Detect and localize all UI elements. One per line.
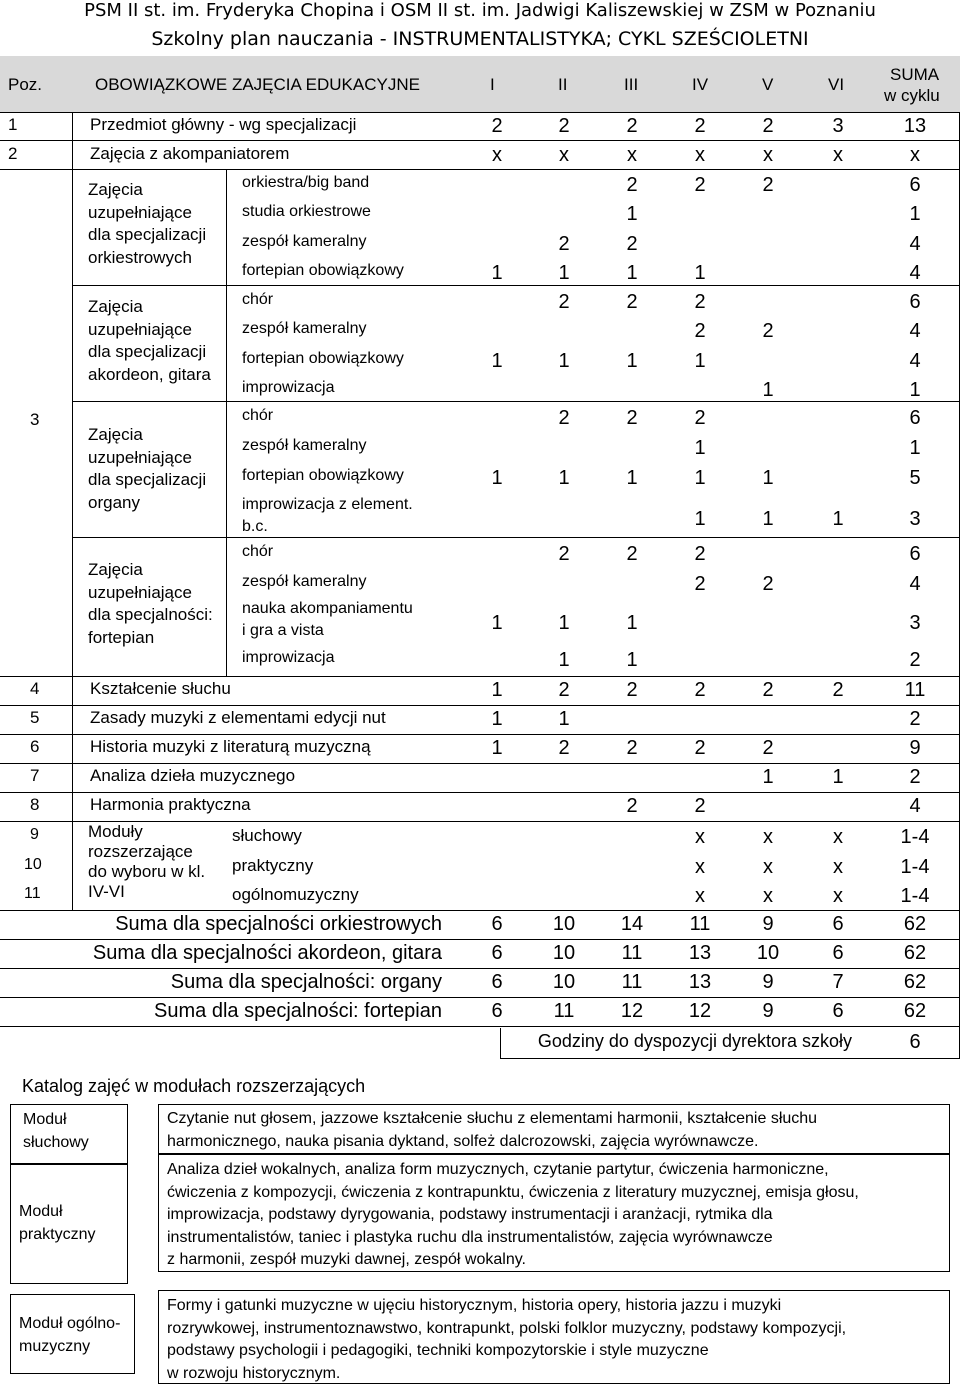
group-1-item-sum: 6 (909, 174, 921, 196)
group-1-item-year-3: 2 (626, 233, 638, 255)
group-1-item-name: orkiestra/big band (242, 174, 370, 191)
group-1-item-year-1: 1 (491, 262, 503, 284)
header-year-4: IV (692, 75, 709, 94)
row-1-year-3: 2 (626, 115, 638, 137)
modules-label-line: rozszerzające (88, 842, 193, 861)
group-3-item-year-3: 2 (626, 407, 638, 429)
document-header-line2: Szkolny plan nauczania - INSTRUMENTALISTYKA; CYKL SZEŚCIOLETNI (151, 28, 809, 50)
table-row-divider (0, 1026, 960, 1027)
catalog-module-praktyczny-box (10, 1164, 128, 1284)
table-row-divider (72, 401, 960, 402)
row-8-name: Harmonia praktyczna (90, 795, 251, 814)
table-row-divider (0, 169, 960, 170)
group-2-item-name: chór (242, 291, 274, 308)
group-1-item-name: studia orkiestrowe (242, 203, 371, 220)
row-6-year-1: 1 (491, 737, 503, 759)
row-1-poz: 1 (8, 115, 18, 134)
group-3-item-year-1: 1 (491, 467, 503, 489)
row-2-year-1: x (492, 144, 502, 166)
row-1-sum: 13 (903, 115, 927, 137)
sum-label: Suma dla specjalności: fortepian (154, 1000, 442, 1022)
sum-label: Suma dla specjalności orkiestrowych (115, 913, 442, 935)
sum-row-4-year-3: 12 (620, 1000, 644, 1022)
group-4-label-line: Zajęcia (88, 560, 143, 579)
group-4-item-name: zespół kameralny (242, 573, 367, 590)
catalog-title: Katalog zajęć w modułach rozszerzających (22, 1076, 366, 1096)
row-2-year-5: x (763, 144, 773, 166)
row-1-year-6: 3 (832, 115, 844, 137)
row-2-poz: 2 (8, 144, 18, 163)
table-row-divider (0, 112, 960, 113)
catalog-desc-line: Czytanie nut głosem, jazzowe kształcenie słuchu z elementami harmonii, kształcenie słuchu (167, 1110, 818, 1127)
row-6-name: Historia muzyki z literaturą muzyczną (90, 737, 371, 756)
group-4-item-name2: i gra a vista (242, 622, 324, 639)
catalog-module-praktyczny-desc (158, 1154, 950, 1272)
row-6-poz: 6 (30, 737, 40, 756)
group-3-item-year-4: 2 (694, 407, 706, 429)
sum-row-1-year-6: 6 (832, 913, 844, 935)
header-poz: Poz. (8, 75, 43, 94)
director-hours-value: 6 (909, 1031, 921, 1053)
group-2-item-sum: 6 (909, 291, 921, 313)
modules-label-line: do wyboru w kl. (88, 862, 206, 881)
sum-row-4-year-4: 12 (688, 1000, 712, 1022)
group-4-item-year-3: 1 (626, 612, 638, 634)
row-6-year-3: 2 (626, 737, 638, 759)
group-3-label-line: uzupełniające (88, 447, 192, 467)
catalog-module-ogolnomuzyczny-box (10, 1294, 135, 1374)
sum-row-2-year-2: 10 (552, 942, 576, 964)
row-4-name: Kształcenie słuchu (90, 679, 231, 698)
sum-row-1-year-4: 11 (689, 913, 711, 935)
row-11-poz: 11 (24, 885, 41, 902)
module-11-year-6: x (833, 885, 843, 907)
group-3-item-year-4: 1 (694, 467, 706, 489)
module-11-year-4: x (695, 885, 705, 907)
group-4-label-line: fortepian (88, 627, 155, 647)
row-2-name: Zajęcia z akompaniatorem (90, 144, 290, 163)
table-row-divider (0, 939, 960, 940)
sum-row-3-year-5: 9 (762, 971, 774, 993)
catalog-module-sluchowy-name-2: słuchowy (23, 1133, 89, 1151)
group-3-label-line: organy (88, 492, 140, 512)
group-4-item-name: improwizacja (242, 649, 335, 666)
table-row-divider (500, 1058, 960, 1059)
sum-row-3-year-2: 10 (552, 971, 576, 993)
sum-row-2-sum: 62 (903, 942, 927, 964)
sum-row-3-year-1: 6 (491, 971, 503, 993)
group-1-item-sum: 4 (909, 262, 921, 284)
table-row-divider (0, 968, 960, 969)
header-year-5: V (762, 75, 774, 94)
catalog-module-sluchowy-box (10, 1104, 128, 1164)
module-item-name: słuchowy (232, 826, 302, 845)
group-2-item-year-3: 2 (626, 291, 638, 313)
sum-row-1-year-2: 10 (552, 913, 576, 935)
group-4-label-line: dla specjalności: (88, 605, 213, 624)
row-4-year-2: 2 (558, 679, 570, 701)
row-1-year-2: 2 (558, 115, 570, 137)
group-3-item-name2: b.c. (242, 518, 268, 535)
group-1-item-sum: 1 (909, 203, 921, 225)
row-7-poz: 7 (30, 766, 40, 785)
group-1-item-sum: 4 (909, 233, 921, 255)
group-1-label-line: Zajęcia (88, 180, 143, 199)
sum-label: Suma dla specjalności: organy (170, 971, 442, 993)
group-3-item-year-6: 1 (832, 508, 844, 530)
group-2-label-line: Zajęcia (88, 297, 143, 316)
table-row-divider (0, 676, 960, 677)
module-10-year-5: x (763, 856, 773, 878)
group-4-item-sum: 6 (909, 543, 921, 565)
group-2-item-year-3: 1 (626, 350, 638, 372)
module-item-name: praktyczny (232, 856, 314, 875)
module-9-year-6: x (833, 826, 843, 848)
row-8-sum: 4 (909, 795, 921, 817)
group-4-item-year-5: 2 (762, 573, 774, 595)
group-1-label-line: uzupełniające (88, 202, 192, 222)
row-4-year-6: 2 (832, 679, 844, 701)
header-title: OBOWIĄZKOWE ZAJĘCIA EDUKACYJNE (95, 75, 420, 94)
row-3-poz: 3 (30, 410, 40, 429)
group-1-item-year-2: 1 (558, 262, 570, 284)
group-3-item-year-4: 1 (694, 437, 706, 459)
sum-row-1-year-5: 9 (762, 913, 774, 935)
group-3-item-year-5: 1 (762, 467, 774, 489)
group-1-item-name: zespół kameralny (242, 233, 367, 250)
group-4-label-line: uzupełniające (88, 582, 192, 602)
group-3-item-sum: 3 (909, 508, 921, 530)
header-year-6: VI (828, 75, 845, 94)
sum-row-4-sum: 62 (903, 1000, 927, 1022)
sum-row-3-year-3: 11 (621, 971, 643, 993)
group-2-item-year-4: 2 (694, 291, 706, 313)
catalog-module-sluchowy-name-1: Moduł (23, 1111, 67, 1128)
catalog-desc-line: Analiza dzieł wokalnych, analiza form muzycznych, czytanie partytur, ćwiczenia harmoniczne, (167, 1161, 829, 1178)
catalog-desc-line: improwizacja, podstawy dyrygowania, podstawy instrumentacji i aranżacji, rytmika dla (167, 1206, 773, 1223)
module-11-year-5: x (763, 885, 773, 907)
table-row-divider (0, 821, 960, 822)
group-3-item-sum: 6 (909, 407, 921, 429)
table-row-divider (72, 285, 960, 286)
group-3-item-sum: 5 (909, 467, 921, 489)
row-7-sum: 2 (909, 766, 921, 788)
row-2-year-3: x (627, 144, 637, 166)
sum-row-1-year-1: 6 (491, 913, 503, 935)
table-row-divider (0, 140, 960, 141)
group-2-item-year-2: 1 (558, 350, 570, 372)
table-row-divider (0, 734, 960, 735)
group-4-item-year-1: 1 (491, 612, 503, 634)
row-5-poz: 5 (30, 708, 40, 727)
catalog-desc-line: ćwiczenia z kompozycji, ćwiczenia z kontrapunktu, ćwiczenia z literatury muzycznej, emisja głosu, (167, 1183, 859, 1201)
group-3-item-year-5: 1 (762, 508, 774, 530)
catalog-module-praktyczny-name-1: Moduł (19, 1203, 63, 1220)
group-3-item-name: fortepian obowiązkowy (242, 467, 404, 484)
row-2-sum: x (910, 144, 920, 166)
row-4-year-5: 2 (762, 679, 774, 701)
group-2-item-sum: 4 (909, 320, 921, 342)
module-10-year-6: x (833, 856, 843, 878)
catalog-module-ogolnomuzyczny-name-2: muzyczny (19, 1337, 91, 1355)
group-2-item-name: zespół kameralny (242, 320, 367, 337)
group-1-item-name: fortepian obowiązkowy (242, 262, 404, 279)
group-3-item-name: improwizacja z element. (242, 496, 413, 513)
group-1-item-year-3: 1 (626, 262, 638, 284)
director-hours-label: Godziny do dyspozycji dyrektora szkoły (537, 1031, 852, 1051)
sum-row-2-year-1: 6 (491, 942, 503, 964)
sum-row-3-year-4: 13 (688, 971, 712, 993)
group-2-item-name: fortepian obowiązkowy (242, 350, 404, 367)
row-9-poz: 9 (30, 826, 39, 843)
catalog-desc-line: rozrywkowej, instrumentoznawstwo, kontrapunkt, polski folklor muzyczny, podstawy kompozycji, (167, 1319, 847, 1337)
sum-row-2-year-5: 10 (756, 942, 780, 964)
row-1-year-5: 2 (762, 115, 774, 137)
group-4-item-year-4: 2 (694, 573, 706, 595)
group-3-item-year-2: 2 (558, 407, 570, 429)
group-4-item-year-2: 2 (558, 543, 570, 565)
catalog-module-ogolnomuzyczny-name-1: Moduł ogólno- (19, 1315, 121, 1332)
sum-row-4-year-6: 6 (832, 1000, 844, 1022)
group-4-item-sum: 2 (909, 649, 921, 671)
catalog-desc-line: instrumentalistów, taniec i plastyka ruchu dla instrumentalistów, zajęcia wyrównawcze (167, 1228, 773, 1246)
group-2-label-line: uzupełniające (88, 319, 192, 339)
row-6-year-5: 2 (762, 737, 774, 759)
module-10-sum: 1-4 (900, 856, 930, 878)
table-row-divider (72, 537, 960, 538)
row-6-year-2: 2 (558, 737, 570, 759)
header-year-3: III (624, 75, 639, 94)
group-1-item-year-4: 1 (694, 262, 706, 284)
sum-row-1-sum: 62 (903, 913, 927, 935)
group-2-item-year-5: 2 (762, 320, 774, 342)
group-2-item-year-5: 1 (762, 379, 774, 401)
group-3-item-name: chór (242, 407, 274, 424)
catalog-desc-line: Formy i gatunki muzyczne w ujęciu historycznym, historia opery, historia jazzu i muzyki (167, 1297, 782, 1314)
group-2-item-year-2: 2 (558, 291, 570, 313)
module-9-year-5: x (763, 826, 773, 848)
sum-row-4-year-2: 11 (553, 1000, 575, 1022)
header-year-2: II (558, 75, 568, 94)
catalog-module-sluchowy-desc (158, 1104, 950, 1154)
sum-row-4-year-1: 6 (491, 1000, 503, 1022)
group-2-label-line: akordeon, gitara (88, 364, 211, 384)
table-row-divider (0, 910, 960, 911)
row-8-poz: 8 (30, 795, 40, 814)
group-2-item-year-4: 1 (694, 350, 706, 372)
sum-row-1-year-3: 14 (620, 913, 644, 935)
modules-label-line: Moduły (88, 822, 143, 841)
catalog-desc-line: z harmonii, zespół muzyki dawnej, zespół wokalny. (167, 1251, 526, 1268)
row-4-year-3: 2 (626, 679, 638, 701)
table-row-divider (0, 997, 960, 998)
table-column-divider (226, 169, 227, 676)
group-1-item-year-4: 2 (694, 174, 706, 196)
row-1-year-1: 2 (491, 115, 503, 137)
group-4-item-year-4: 2 (694, 543, 706, 565)
row-4-poz: 4 (30, 679, 40, 698)
header-sum-line1: SUMA (890, 65, 940, 84)
group-1-item-year-2: 2 (558, 233, 570, 255)
sum-row-4-year-5: 9 (762, 1000, 774, 1022)
row-7-year-6: 1 (832, 766, 844, 788)
row-7-name: Analiza dzieła muzycznego (90, 766, 296, 785)
group-1-item-year-5: 2 (762, 174, 774, 196)
sum-row-2-year-3: 11 (621, 942, 643, 964)
group-2-item-sum: 1 (909, 379, 921, 401)
table-column-divider (500, 1028, 501, 1058)
group-1-label-line: dla specjalizacji (88, 225, 207, 244)
catalog-desc-line: podstawy psychologii i pedagogiki, techniki kompozytorskie i style muzyczne (167, 1342, 709, 1359)
group-3-label-line: dla specjalizacji (88, 470, 207, 489)
row-5-sum: 2 (909, 708, 921, 730)
sum-row-3-year-6: 7 (832, 971, 844, 993)
sum-label: Suma dla specjalności akordeon, gitara (92, 942, 442, 964)
group-4-item-year-3: 1 (626, 649, 638, 671)
row-5-year-1: 1 (491, 708, 503, 730)
module-9-sum: 1-4 (900, 826, 930, 848)
table-row-divider (0, 705, 960, 706)
group-2-item-year-4: 2 (694, 320, 706, 342)
group-4-item-sum: 3 (909, 612, 921, 634)
group-1-item-year-3: 1 (626, 203, 638, 225)
catalog-module-ogolnomuzyczny-desc (158, 1290, 950, 1384)
group-4-item-year-2: 1 (558, 649, 570, 671)
header-sum-line2: w cyklu (884, 86, 940, 105)
group-3-item-year-4: 1 (694, 508, 706, 530)
table-row-divider (0, 763, 960, 764)
sum-row-2-year-4: 13 (688, 942, 712, 964)
row-1-year-4: 2 (694, 115, 706, 137)
group-2-item-sum: 4 (909, 350, 921, 372)
module-9-year-4: x (695, 826, 705, 848)
row-5-name: Zasady muzyki z elementami edycji nut (90, 708, 386, 727)
row-6-year-4: 2 (694, 737, 706, 759)
module-item-name: ogólnomuzyczny (232, 885, 359, 904)
row-10-poz: 10 (24, 856, 42, 873)
header-year-1: I (490, 75, 495, 94)
sum-row-2-year-6: 6 (832, 942, 844, 964)
group-4-item-year-2: 1 (558, 612, 570, 634)
row-2-year-4: x (695, 144, 705, 166)
row-4-year-4: 2 (694, 679, 706, 701)
group-3-item-name: zespół kameralny (242, 437, 367, 454)
group-2-label-line: dla specjalizacji (88, 342, 207, 361)
row-2-year-6: x (833, 144, 843, 166)
row-7-year-5: 1 (762, 766, 774, 788)
group-4-item-year-3: 2 (626, 543, 638, 565)
table-row-divider (0, 792, 960, 793)
group-3-label-line: Zajęcia (88, 425, 143, 444)
modules-label-line: IV-VI (88, 882, 125, 901)
group-1-label-line: orkiestrowych (88, 247, 192, 267)
catalog-module-praktyczny-name-2: praktyczny (19, 1225, 96, 1243)
row-4-sum: 11 (904, 679, 926, 701)
sum-row-3-sum: 62 (903, 971, 927, 993)
row-8-year-3: 2 (626, 795, 638, 817)
group-4-item-sum: 4 (909, 573, 921, 595)
row-2-year-2: x (559, 144, 569, 166)
group-3-item-year-3: 1 (626, 467, 638, 489)
catalog-desc-line: w rozwoju historycznym. (167, 1364, 341, 1382)
document-header-line1: PSM II st. im. Fryderyka Chopina i OSM II st. im. Jadwigi Kaliszewskiej w ZSM w Poznaniu (84, 0, 876, 21)
group-4-item-name: nauka akompaniamentu (242, 600, 413, 617)
group-4-item-name: chór (242, 543, 274, 560)
group-3-item-year-2: 1 (558, 467, 570, 489)
row-5-year-2: 1 (558, 708, 570, 730)
catalog-desc-line: harmonicznego, nauka pisania dyktand, solfeż dalcrozowski, zajęcia wyrównawcze. (167, 1132, 759, 1150)
row-4-year-1: 1 (491, 679, 503, 701)
group-2-item-name: improwizacja (242, 379, 335, 396)
module-11-sum: 1-4 (900, 885, 930, 907)
group-1-item-year-3: 2 (626, 174, 638, 196)
row-6-sum: 9 (909, 737, 921, 759)
row-1-name: Przedmiot główny - wg specjalizacji (90, 115, 357, 134)
table-column-divider (72, 112, 73, 910)
row-8-year-4: 2 (694, 795, 706, 817)
module-10-year-4: x (695, 856, 705, 878)
group-3-item-sum: 1 (909, 437, 921, 459)
group-2-item-year-1: 1 (491, 350, 503, 372)
